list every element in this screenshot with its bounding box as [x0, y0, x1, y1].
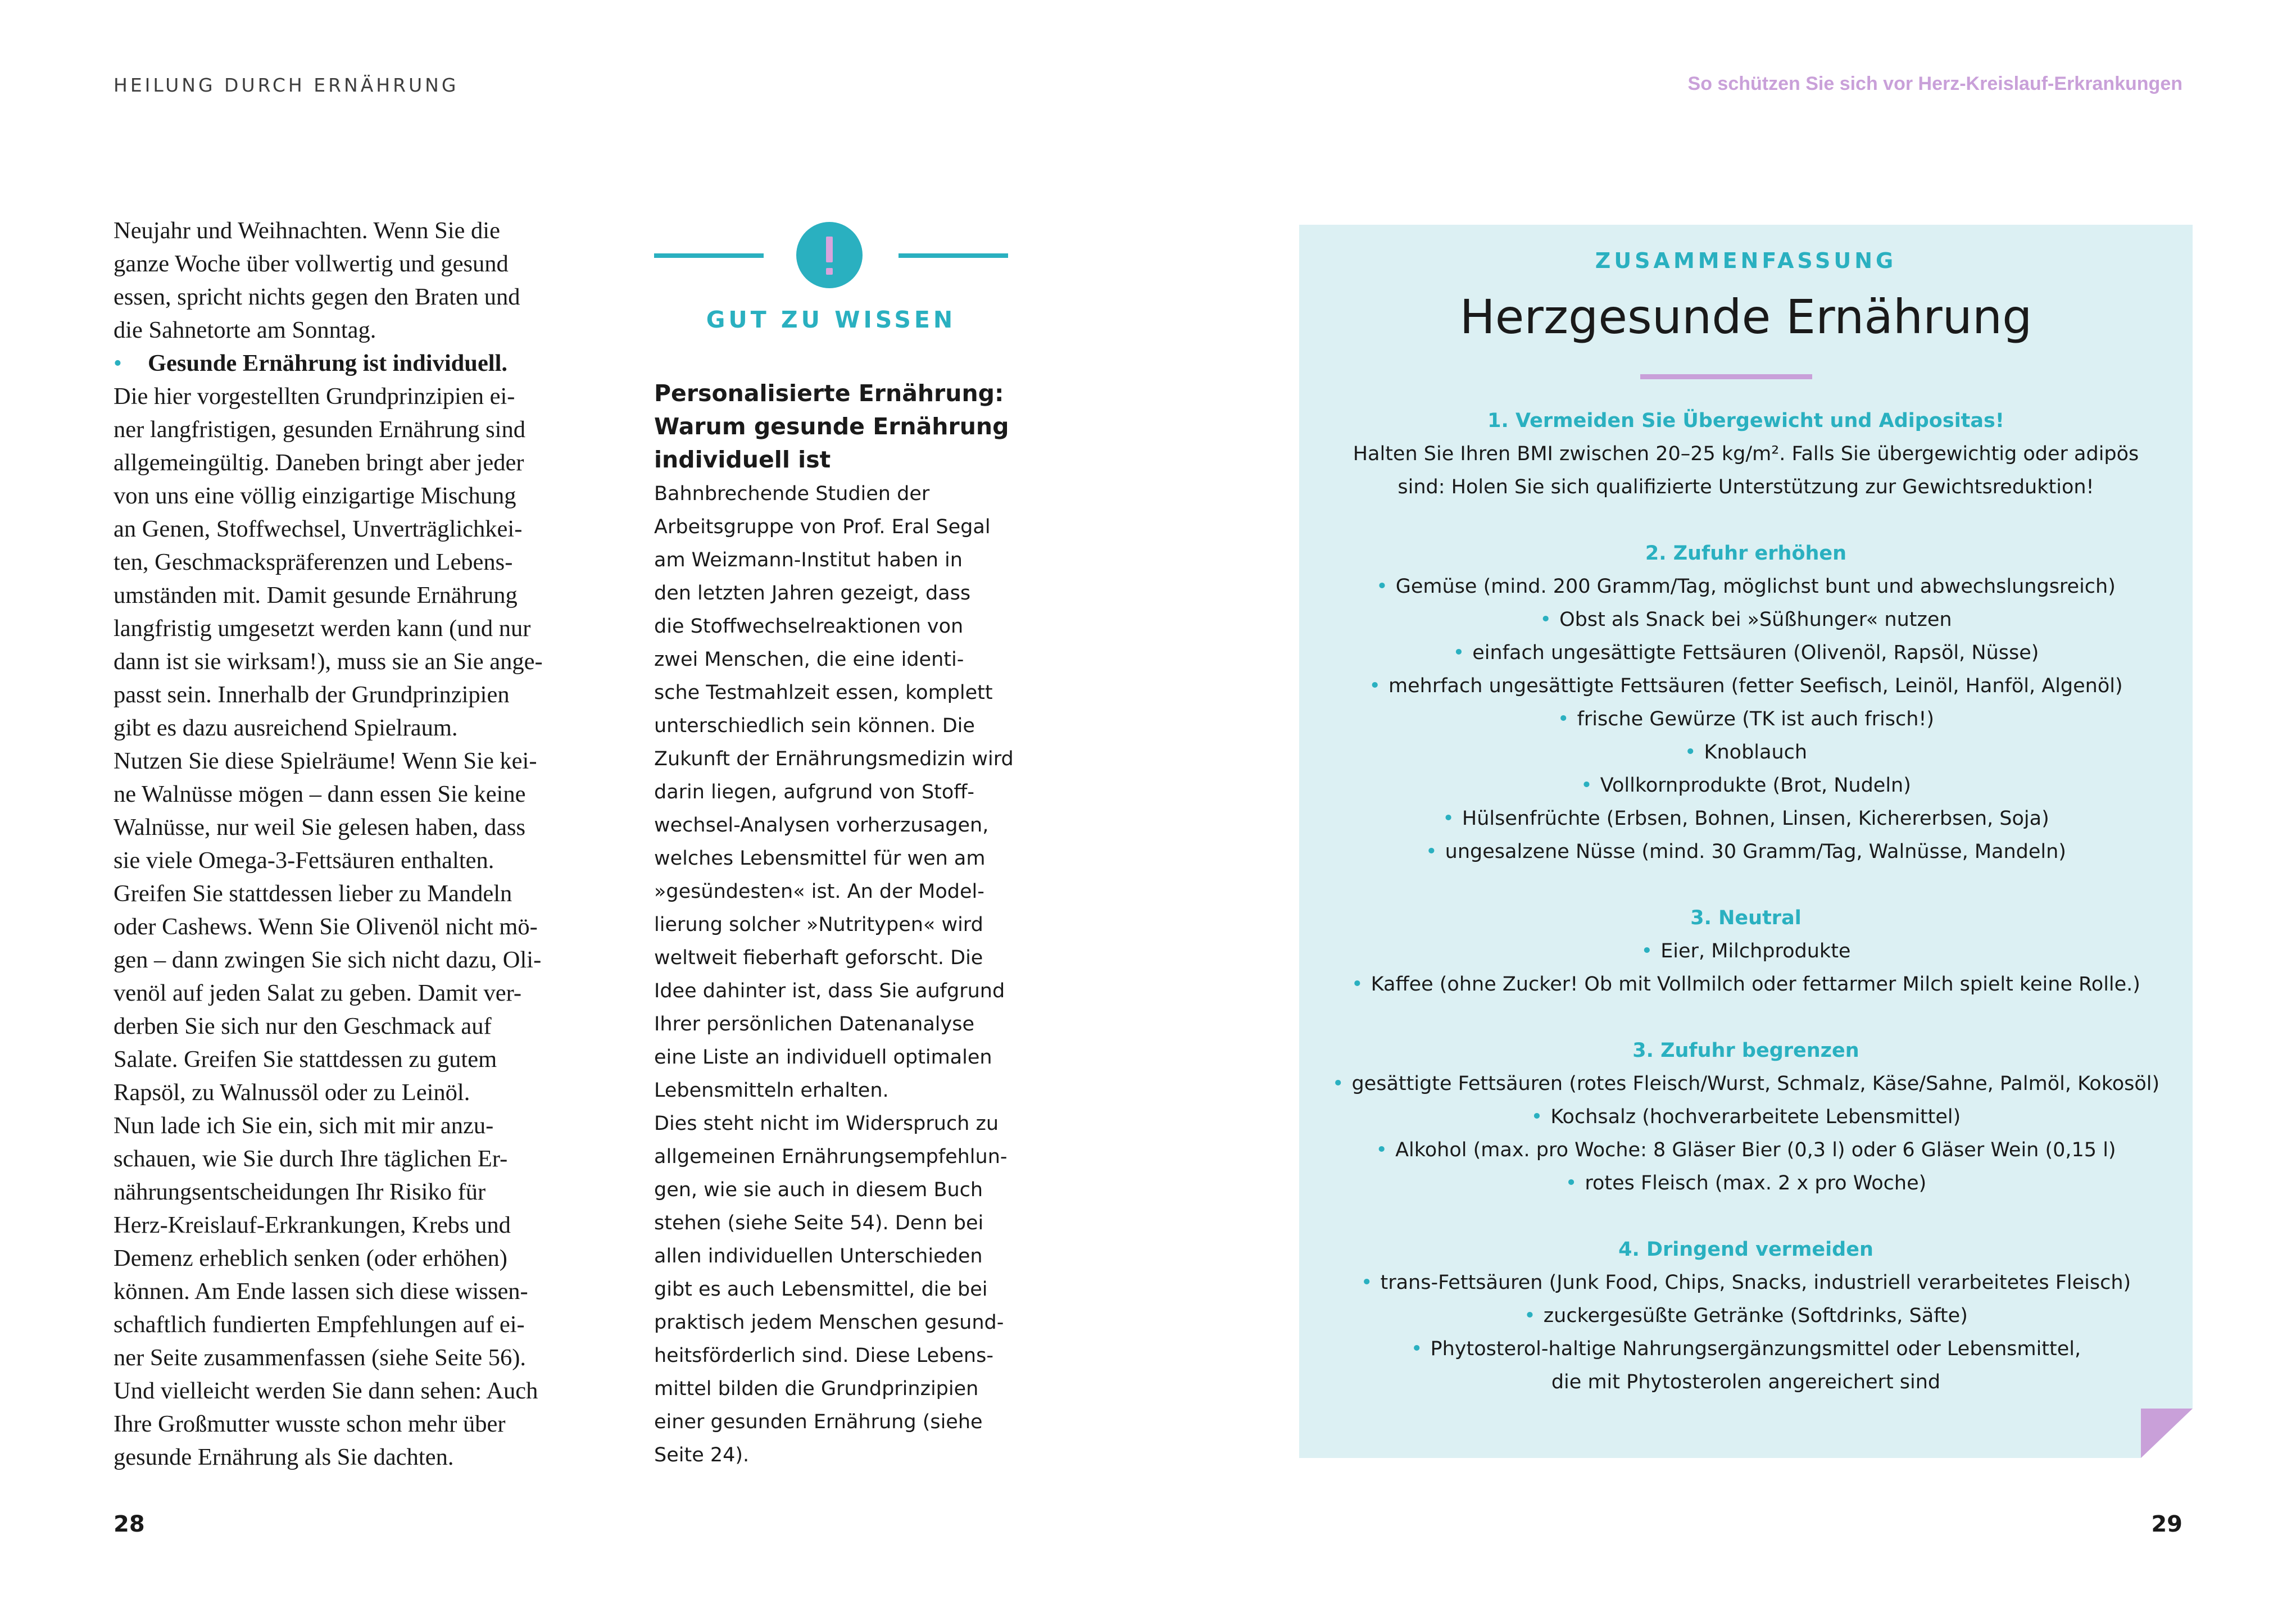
text-line: Greifen Sie stattdessen lieber zu Mandeln: [114, 880, 512, 907]
text-line: ganze Woche über vollwertig und gesund: [114, 251, 509, 277]
text-line: schauen, wie Sie durch Ihre täglichen Er-: [114, 1146, 508, 1172]
info-rule-left: [654, 253, 764, 258]
summary-list-item-text: ungesalzene Nüsse (mind. 30 Gramm/Tag, Walnüsse, Mandeln): [1445, 841, 2066, 863]
bullet-icon: •: [1351, 973, 1363, 996]
summary-list-item-text: frische Gewürze (TK ist auch frisch!): [1577, 708, 1935, 730]
text-line: Lebensmitteln erhalten.: [654, 1079, 889, 1102]
text-line: ne Walnüsse mögen – dann essen Sie keine: [114, 781, 526, 807]
text-line: Zukunft der Ernährungsmedizin wird: [654, 748, 1014, 770]
text-line: mittel bilden die Grundprinzipien: [654, 1378, 979, 1400]
text-line: umständen mit. Damit gesunde Ernährung: [114, 582, 518, 608]
text-line: Ihre Großmutter wusste schon mehr über: [114, 1411, 506, 1437]
info-rule-right: [899, 253, 1008, 258]
summary-list-item-text: Kochsalz (hochverarbeitete Lebensmittel): [1550, 1106, 1961, 1128]
bullet-icon: •: [1540, 608, 1552, 631]
text-line: Bahnbrechende Studien der: [654, 483, 930, 505]
text-line: oder Cashews. Wenn Sie Olivenöl nicht mö-: [114, 914, 538, 940]
subtitle-line: Personalisierte Ernährung:: [654, 380, 1004, 407]
summary-section-heading: 3. Neutral: [1690, 907, 1802, 929]
summary-list-item-text: gesättigte Fettsäuren (rotes Fleisch/Wurst, Schmalz, Käse/Sahne, Palmöl, Kokosöl): [1351, 1073, 2160, 1095]
text-line: allgemeingültig. Daneben bringt aber jeder: [114, 449, 524, 476]
text-line: einer gesunden Ernährung (siehe: [654, 1411, 983, 1433]
text-line: darin liegen, aufgrund von Stoff-: [654, 781, 975, 803]
bullet-icon: •: [1641, 940, 1653, 962]
text-line: allgemeinen Ernährungsempfehlun-: [654, 1146, 1008, 1168]
summary-list-item: [1299, 1333, 2193, 1366]
subtitle-line: Warum gesunde Ernährung: [654, 413, 1009, 440]
text-line: von uns eine völlig einzigartige Mischung: [114, 483, 516, 509]
text-line: den letzten Jahren gezeigt, dass: [654, 582, 971, 605]
summary-title-rule: [1640, 374, 1812, 379]
text-line: Ihrer persönlichen Datenanalyse: [654, 1013, 974, 1035]
info-box-body: [654, 478, 1014, 1472]
summary-list-item-text: Hülsenfrüchte (Erbsen, Bohnen, Linsen, Kichererbsen, Soja): [1462, 807, 2049, 830]
text-line: zwei Menschen, die eine identi-: [654, 648, 964, 671]
summary-box: [1299, 225, 2193, 1458]
text-line: gibt es auch Lebensmittel, die bei: [654, 1278, 988, 1301]
summary-title: Herzgesunde Ernährung: [1459, 289, 2032, 344]
left-text-before-bullet: [114, 214, 552, 347]
summary-list-item-text: Knoblauch: [1704, 741, 1808, 764]
text-line: allen individuellen Unterschieden: [654, 1245, 983, 1268]
bullet-icon: •: [1557, 708, 1569, 730]
summary-list-item: [1299, 1167, 2193, 1200]
text-line: unterschiedlich sein können. Die: [654, 715, 975, 737]
bullet-icon: •: [114, 350, 122, 376]
text-line: gibt es dazu ausreichend Spielraum.: [114, 715, 458, 741]
bullet-icon: •: [1369, 675, 1381, 697]
text-line: weltweit fieberhaft geforscht. Die: [654, 947, 983, 969]
summary-section-heading: 4. Dringend vermeiden: [1618, 1238, 1873, 1261]
text-line: Die hier vorgestellten Grundprinzipien ei-: [114, 383, 515, 410]
summary-section-text: Halten Sie Ihren BMI zwischen 20–25 kg/m². Falls Sie übergewichtig oder adipös: [1353, 443, 2139, 465]
summary-list-item-text: mehrfach ungesättigte Fettsäuren (fetter Seefisch, Leinöl, Hanföl, Algenöl): [1389, 675, 2123, 697]
text-line: langfristig umgesetzt werden kann (und nur: [114, 615, 531, 642]
text-line: Herz-Kreislauf-Erkrankungen, Krebs und: [114, 1212, 511, 1238]
text-line: heitsförderlich sind. Diese Lebens-: [654, 1344, 993, 1367]
summary-list-item: [1299, 603, 2193, 637]
summary-list-item-text: Kaffee (ohne Zucker! Ob mit Vollmilch oder fettarmer Milch spielt keine Rolle.): [1371, 973, 2140, 996]
text-line: eine Liste an individuell optimalen: [654, 1046, 992, 1069]
bullet-heading-text: Gesunde Ernährung ist individuell.: [148, 350, 508, 376]
text-line: ner Seite zusammenfassen (siehe Seite 56).: [114, 1344, 527, 1371]
text-line: praktisch jedem Menschen gesund-: [654, 1311, 1004, 1334]
summary-list-item: [1299, 968, 2193, 1001]
bullet-icon: •: [1442, 807, 1454, 830]
summary-list-item: [1299, 835, 2193, 869]
bullet-icon: •: [1524, 1305, 1536, 1327]
text-line: Salate. Greifen Sie stattdessen zu gutem: [114, 1046, 497, 1073]
bullet-icon: •: [1360, 1271, 1373, 1294]
summary-list-item-text: rotes Fleisch (max. 2 x pro Woche): [1585, 1172, 1927, 1194]
bullet-icon: •: [1426, 841, 1437, 863]
text-line: Arbeitsgruppe von Prof. Eral Segal: [654, 516, 991, 538]
text-line: die Stoffwechselreaktionen von: [654, 615, 964, 638]
text-line: welches Lebensmittel für wen am: [654, 847, 986, 870]
summary-list-item-text: Vollkornprodukte (Brot, Nudeln): [1600, 774, 1911, 797]
bullet-icon: •: [1376, 575, 1388, 598]
exclamation-icon: [796, 222, 863, 288]
text-line: stehen (siehe Seite 54). Denn bei: [654, 1212, 984, 1234]
text-line: Und vielleicht werden Sie dann sehen: Auch: [114, 1378, 538, 1404]
left-text-column: [114, 214, 552, 1474]
text-line: Demenz erheblich senken (oder erhöhen): [114, 1245, 507, 1271]
bullet-icon: •: [1581, 774, 1592, 797]
summary-list-item: [1299, 1067, 2193, 1101]
summary-list-item-text: Eier, Milchprodukte: [1660, 940, 1851, 962]
text-line: derben Sie sich nur den Geschmack auf: [114, 1013, 492, 1039]
left-text-after-bullet: [114, 380, 552, 1474]
summary-list-item: [1299, 769, 2193, 802]
text-line: Idee dahinter ist, dass Sie aufgrund: [654, 980, 1005, 1002]
summary-list-item: [1299, 736, 2193, 769]
text-line: venöl auf jeden Salat zu geben. Damit ver-: [114, 980, 522, 1006]
text-line: gen, wie sie auch in diesem Buch: [654, 1179, 983, 1201]
running-header-left: HEILUNG DURCH ERNÄHRUNG: [114, 74, 459, 96]
text-line: gen – dann zwingen Sie sich nicht dazu, Oli-: [114, 947, 542, 973]
page-corner-fold-icon: [2141, 1409, 2193, 1458]
text-line: an Genen, Stoffwechsel, Unverträglichkei-: [114, 516, 523, 542]
summary-list-item: [1299, 1134, 2193, 1167]
text-line: am Weizmann-Institut haben in: [654, 549, 963, 571]
text-line: sie viele Omega-3-Fettsäuren enthalten.: [114, 847, 494, 874]
text-line: können. Am Ende lassen sich diese wissen-: [114, 1278, 528, 1305]
bullet-icon: •: [1453, 642, 1465, 664]
info-box-subtitle: [654, 377, 1009, 476]
subtitle-line: individuell ist: [654, 446, 831, 473]
text-line: Seite 24).: [654, 1444, 750, 1466]
summary-list-item-text: Obst als Snack bei »Süßhunger« nutzen: [1559, 608, 1952, 631]
text-line: nährungsentscheidungen Ihr Risiko für: [114, 1179, 486, 1205]
bullet-icon: •: [1684, 741, 1696, 764]
summary-section-heading: 1. Vermeiden Sie Übergewicht und Adipositas!: [1487, 410, 2004, 432]
text-line: essen, spricht nichts gegen den Braten und: [114, 284, 520, 310]
summary-list-item: [1299, 637, 2193, 670]
page-number-right: 29: [2151, 1511, 2182, 1537]
summary-list-item: [1299, 1101, 2193, 1134]
info-box-title: GUT ZU WISSEN: [706, 306, 956, 333]
text-line: schaftlich fundierten Empfehlungen auf ei-: [114, 1311, 525, 1338]
bullet-icon: •: [1376, 1139, 1388, 1161]
text-line: ner langfristigen, gesunden Ernährung sind: [114, 416, 525, 443]
text-line: passt sein. Innerhalb der Grundprinzipien: [114, 682, 510, 708]
text-line: Dies steht nicht im Widerspruch zu: [654, 1112, 999, 1135]
bullet-paragraph-heading: [114, 347, 552, 380]
summary-content: [1299, 405, 2193, 1399]
text-line: Rapsöl, zu Walnussöl oder zu Leinöl.: [114, 1079, 470, 1106]
text-line: Nutzen Sie diese Spielräume! Wenn Sie kei-: [114, 748, 537, 774]
summary-list-item-text: zuckergesüßte Getränke (Softdrinks, Säfte): [1543, 1305, 1968, 1327]
summary-list-item-continuation: die mit Phytosterolen angereichert sind: [1551, 1371, 1941, 1393]
text-line: ten, Geschmackspräferenzen und Lebens-: [114, 549, 513, 575]
summary-section-heading: 3. Zufuhr begrenzen: [1632, 1039, 1859, 1062]
summary-list-item: [1299, 703, 2193, 736]
text-line: wechsel-Analysen vorherzusagen,: [654, 814, 989, 837]
summary-list-item-text: trans-Fettsäuren (Junk Food, Chips, Snacks, industriell verarbeitetes Fleisch): [1380, 1271, 2131, 1294]
text-line: dann ist sie wirksam!), muss sie an Sie ange-: [114, 648, 543, 675]
summary-section-text: sind: Holen Sie sich qualifizierte Unterstützung zur Gewichtsreduktion!: [1397, 476, 2094, 498]
text-line: Nun lade ich Sie ein, sich mit mir anzu-: [114, 1112, 494, 1139]
text-line: lierung solcher »Nutritypen« wird: [654, 914, 983, 936]
text-line: gesunde Ernährung als Sie dachten.: [114, 1444, 454, 1470]
summary-list-item: [1299, 802, 2193, 835]
bullet-icon: •: [1332, 1073, 1344, 1095]
text-line: die Sahnetorte am Sonntag.: [114, 317, 376, 343]
summary-list-item-text: Alkohol (max. pro Woche: 8 Gläser Bier (0,3 l) oder 6 Gläser Wein (0,15 l): [1395, 1139, 2116, 1161]
summary-list-item-text: Gemüse (mind. 200 Gramm/Tag, möglichst bunt und abwechslungsreich): [1395, 575, 2116, 598]
text-line: »gesündesten« ist. An der Model-: [654, 880, 984, 903]
text-line: Neujahr und Weihnachten. Wenn Sie die: [114, 217, 500, 244]
summary-list-item: [1299, 570, 2193, 603]
summary-kicker: ZUSAMMENFASSUNG: [1595, 248, 1897, 273]
bullet-icon: •: [1410, 1338, 1423, 1360]
summary-list-item: [1299, 1300, 2193, 1333]
page-number-left: 28: [114, 1511, 145, 1537]
summary-section-heading: 2. Zufuhr erhöhen: [1645, 542, 1847, 565]
summary-list-item: [1299, 670, 2193, 703]
text-line: Walnüsse, nur weil Sie gelesen haben, dass: [114, 814, 526, 841]
summary-list-item-text: einfach ungesättigte Fettsäuren (Olivenöl, Rapsöl, Nüsse): [1472, 642, 2039, 664]
bullet-icon: •: [1531, 1106, 1543, 1128]
summary-list-item: [1299, 935, 2193, 968]
text-line: sche Testmahlzeit essen, komplett: [654, 682, 993, 704]
bullet-icon: •: [1565, 1172, 1577, 1194]
summary-list-item: [1299, 1266, 2193, 1300]
running-header-right: So schützen Sie sich vor Herz-Kreislauf-Erkrankungen: [1687, 73, 2182, 94]
summary-list-item-text: Phytosterol-haltige Nahrungsergänzungsmittel oder Lebensmittel,: [1430, 1338, 2081, 1360]
